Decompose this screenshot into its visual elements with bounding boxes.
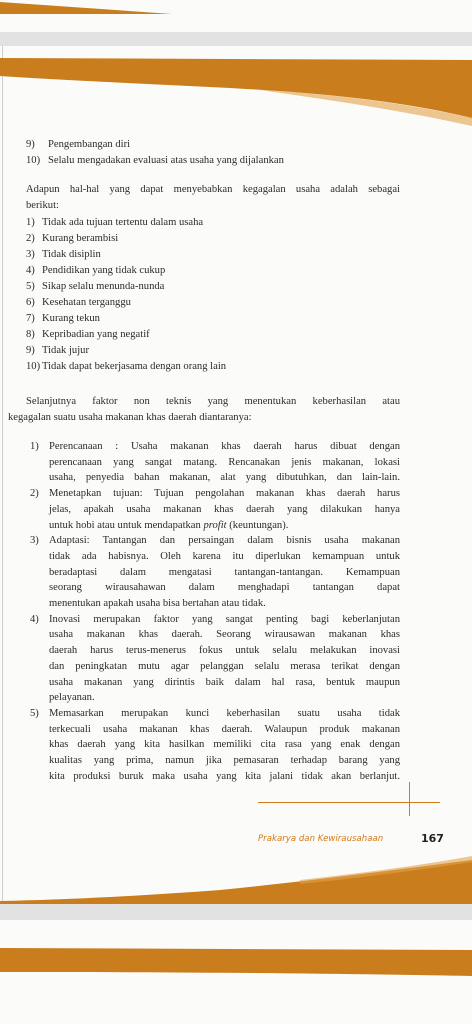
list-text: Kurang berambisi <box>42 232 119 244</box>
list-number: 4) <box>26 264 35 276</box>
intro-list <box>26 137 406 168</box>
list-item <box>26 327 400 343</box>
next-page-swoosh <box>0 948 472 984</box>
factor-line: tidak ada habisnya. Oleh karena itu diperlukan kemampuan untuk <box>49 550 400 562</box>
list-number: 2) <box>26 232 35 244</box>
list-number: 3) <box>26 248 35 260</box>
list-text: Sikap selalu menunda-nunda <box>42 280 165 292</box>
list-text: Kesehatan terganggu <box>42 296 131 308</box>
factor-line: menentukan apakah usaha bisa bertahan atau tidak. <box>49 598 266 610</box>
footer-rule <box>258 802 440 803</box>
page-gap <box>0 904 472 920</box>
list-item <box>26 247 400 263</box>
factor-line: daerah harus terus-menerus fokus untuk selalu melakukan inovasi <box>49 645 400 657</box>
paragraph-line: kegagalan suatu usaha makanan khas daerah diantaranya: <box>8 412 252 423</box>
list-item <box>26 311 400 327</box>
list-number: 9) <box>26 345 35 357</box>
list-item <box>26 215 400 231</box>
list-text: Selalu mengadakan evaluasi atas usaha yang dijalankan <box>48 154 284 166</box>
list-text: Kurang tekun <box>42 313 100 325</box>
failure-list <box>26 215 400 376</box>
footer-divider <box>409 782 410 816</box>
list-number: 6) <box>26 296 35 308</box>
list-number: 8) <box>26 329 35 341</box>
list-item <box>26 295 400 311</box>
footer-swoosh <box>0 852 472 904</box>
previous-page-swoosh <box>0 0 472 32</box>
list-item <box>26 279 400 295</box>
list-number: 1) <box>26 216 35 228</box>
factor-number: 4) <box>30 613 39 625</box>
factor-line: perencanaan yang sangat matang. Rencanakan jenis makanan, lokasi <box>49 456 400 468</box>
list-item <box>26 359 400 375</box>
list-item <box>26 263 400 279</box>
list-text: Pengembangan diri <box>48 139 131 150</box>
factor-line: Adaptasi: Tantangan dan persaingan dalam bisnis usaha makanan <box>49 535 400 547</box>
factor-line: Memasarkan merupakan kunci keberhasilan suatu usaha tidak <box>49 707 400 719</box>
list-text: Pendidikan yang tidak cukup <box>42 264 166 276</box>
paragraph-line: Selanjutnya faktor non teknis yang menentukan keberhasilan atau <box>26 396 400 407</box>
page-gap <box>0 32 472 46</box>
factor-line: kita produksi buruk maka usaha yang kita jalani tidak akan berlanjut. <box>49 770 400 782</box>
factor-item <box>30 612 400 706</box>
factor-line: beradaptasi dalam mengatasi tantangan-tantangan. Kemampuan <box>49 566 400 578</box>
factor-number: 2) <box>30 488 39 500</box>
factor-line: Inovasi merupakan faktor yang sangat penting bagi keberlanjutan <box>49 613 400 625</box>
factor-line: pelayanan. <box>49 692 95 704</box>
factor-item <box>30 439 400 486</box>
factor-line: usaha, penyedia bahan makanan, alat yang dibutuhkan, dan lain-lain. <box>49 472 400 484</box>
footer-book-title: Prakarya dan Kewirausahaan <box>258 834 384 844</box>
list-number: 10) <box>26 361 41 373</box>
list-text: Tidak ada tujuan tertentu dalam usaha <box>42 216 204 228</box>
list-item <box>26 137 406 153</box>
factor-text: (keuntungan). <box>226 519 289 531</box>
factor-number: 5) <box>30 707 39 719</box>
factors-list <box>30 439 400 784</box>
factor-item <box>30 533 400 612</box>
factor-text: untuk hobi atau untuk mendapatkan <box>49 519 204 531</box>
next-page <box>0 920 472 1024</box>
factor-line: kualitas yang prima, namun jika pemasaran terhadap barang yang <box>49 755 400 767</box>
factor-item <box>30 486 400 533</box>
book-page <box>0 46 472 904</box>
factor-line: seorang wirausahawan dalam menghadapi tantangan dapat <box>49 582 400 594</box>
factor-line: usaha makanan khas daerah. Seorang wirausawan makanan khas <box>49 629 400 641</box>
list-text: Kepribadian yang negatif <box>42 329 150 341</box>
header-swoosh <box>0 46 472 126</box>
list-number: 5) <box>26 280 35 292</box>
paragraph-line: berikut: <box>26 199 59 211</box>
factor-line: khas daerah yang kita hasilkan memiliki cita rasa yang enak dengan <box>49 739 400 751</box>
factor-line: jelas, apakah usaha makanan khas daerah yang dilakukan hanya <box>49 503 400 515</box>
italic-term: profit <box>203 519 227 531</box>
factor-line: usaha makanan yang dirintis baik dalam hal rasa, bentuk maupun <box>49 676 400 688</box>
list-text: Tidak jujur <box>42 345 89 357</box>
list-item <box>26 343 400 359</box>
factor-line: Menetapkan tujuan: Tujuan pengolahan makanan khas daerah harus <box>49 488 400 500</box>
factor-line: terkecuali usaha makanan khas daerah. Walaupun produk makanan <box>49 723 400 735</box>
factor-line: dan peningkatan mutu agar pelanggan selalu merasa terikat dengan <box>49 660 400 672</box>
factor-item <box>30 706 400 785</box>
list-number: 9) <box>26 139 35 150</box>
list-number: 7) <box>26 313 35 325</box>
list-item <box>26 231 400 247</box>
list-number: 10) <box>26 154 41 166</box>
page-left-rule <box>2 46 3 904</box>
factor-line <box>49 518 400 534</box>
list-text: Tidak disiplin <box>42 248 101 260</box>
page-number: 167 <box>421 832 444 845</box>
failure-intro-paragraph <box>26 182 400 213</box>
factors-intro-paragraph <box>26 394 400 410</box>
paragraph-line: Adapun hal-hal yang dapat menyebabkan kegagalan usaha adalah sebagai <box>26 184 400 195</box>
factor-number: 1) <box>30 441 39 452</box>
list-text: Tidak dapat bekerjasama dengan orang lain <box>42 361 227 373</box>
list-item <box>26 153 406 169</box>
factor-line: Perencanaan : Usaha makanan khas daerah harus dibuat dengan <box>49 441 400 452</box>
factor-number: 3) <box>30 535 39 547</box>
